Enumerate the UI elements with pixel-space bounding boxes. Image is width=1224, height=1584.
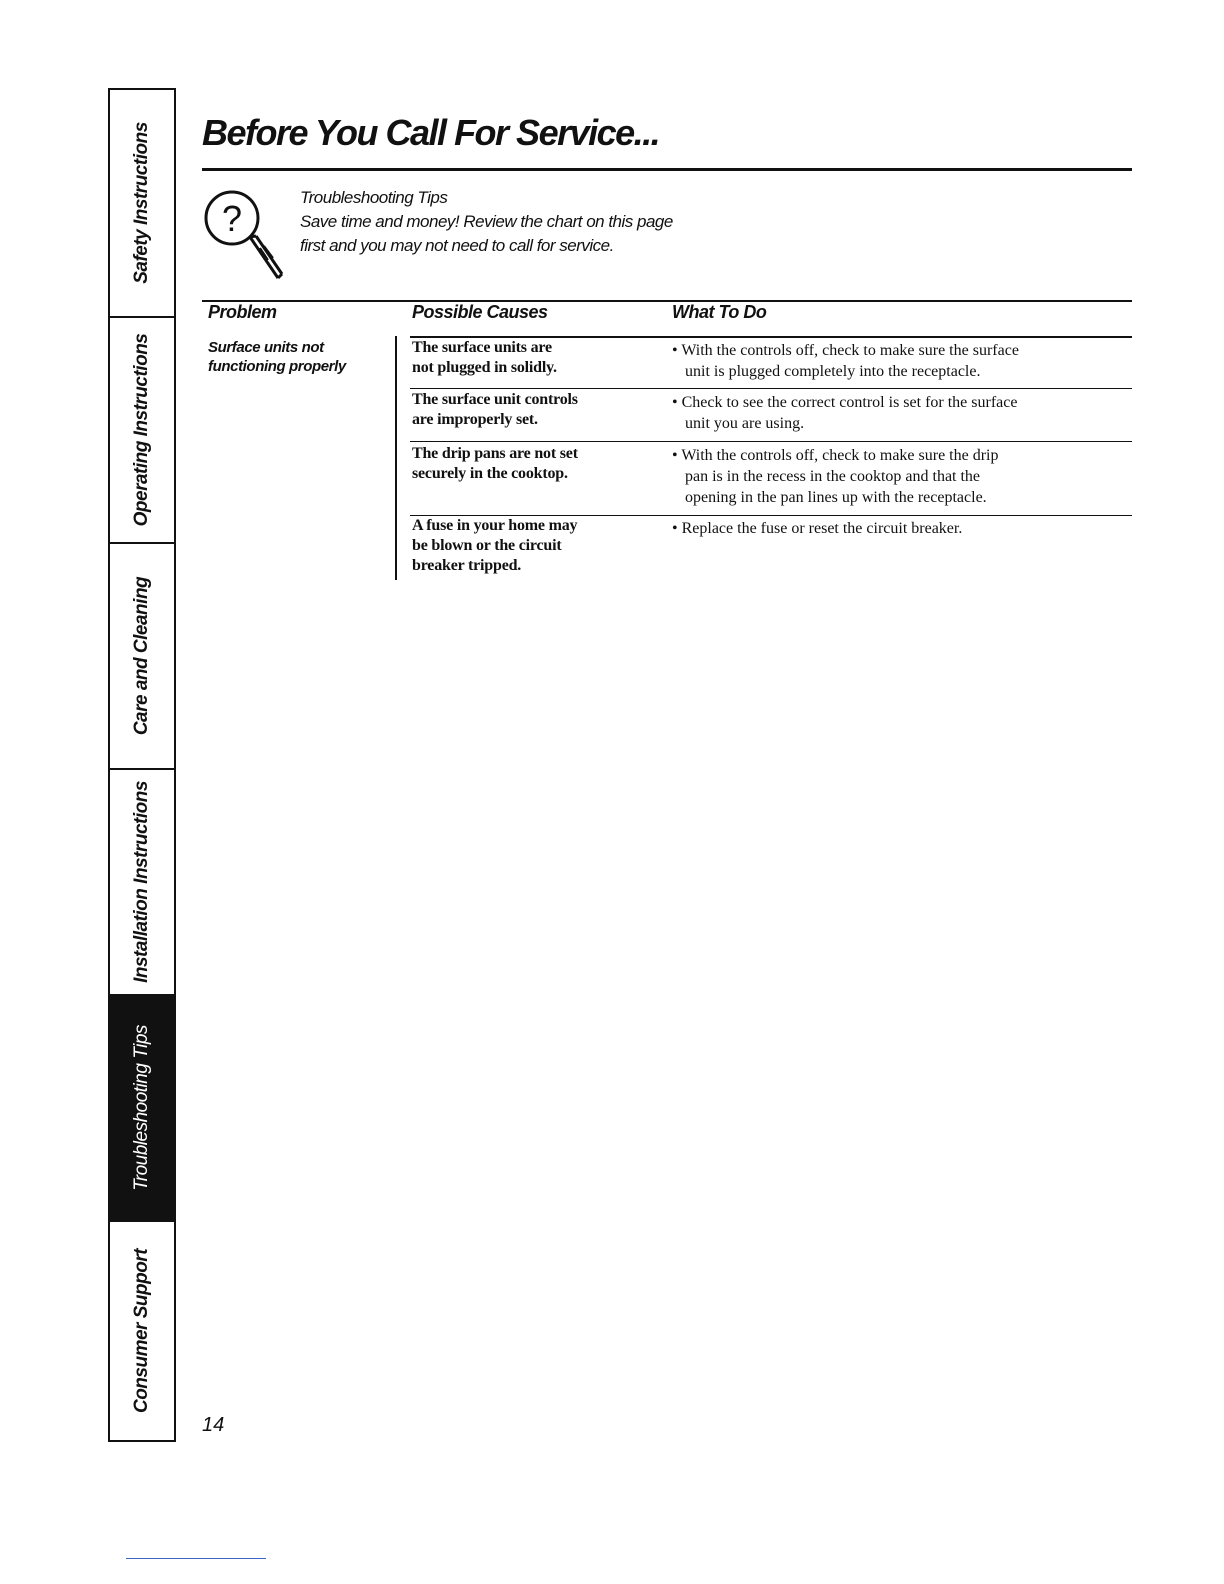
cause-cell [412, 338, 662, 378]
column-header-problem: Problem [208, 302, 277, 322]
cause-line: not plugged in solidly. [412, 359, 557, 376]
problem-line: functioning properly [208, 358, 346, 375]
title-divider [202, 168, 1132, 171]
troubleshooting-intro [300, 186, 673, 258]
cause-line: securely in the cooktop. [412, 465, 568, 482]
action-cell [672, 445, 1127, 508]
tips-heading: Troubleshooting Tips [300, 188, 448, 207]
cause-line: The drip pans are not set [412, 445, 578, 462]
cause-line: The surface units are [412, 339, 552, 356]
action-line: unit is plugged completely into the receptacle. [685, 363, 981, 380]
cause-cell [412, 390, 662, 430]
page-number: 14 [202, 1414, 225, 1436]
cause-line: The surface unit controls [412, 391, 578, 408]
action-line: pan is in the recess in the cooktop and that the [685, 468, 981, 485]
tab-label: Troubleshooting Tips [131, 1025, 152, 1191]
action-line: unit you are using. [685, 415, 805, 432]
cause-cell [412, 444, 662, 484]
action-line: opening in the pan lines up with the receptacle. [685, 489, 987, 506]
tab-care-and-cleaning[interactable] [110, 544, 174, 770]
tab-label: Operating Instructions [131, 333, 152, 527]
column-header-possible-causes: Possible Causes [412, 302, 548, 322]
tips-line: Save time and money! Review the chart on this page [300, 212, 673, 231]
cause-line: A fuse in your home may [412, 517, 578, 534]
tips-line: first and you may not need to call for service. [300, 236, 614, 255]
tab-consumer-support[interactable] [110, 1222, 174, 1440]
cause-line: are improperly set. [412, 411, 538, 428]
tab-label: Installation Instructions [131, 781, 152, 983]
cause-cell [412, 516, 662, 576]
page-title: Before You Call For Service... [202, 112, 660, 153]
footer-rule [126, 1558, 266, 1559]
table-top-divider [202, 300, 1132, 302]
section-tab-strip [108, 88, 176, 1442]
tab-label: Safety Instructions [131, 122, 152, 284]
row-divider [410, 388, 1132, 389]
column-header-what-to-do: What To Do [672, 302, 767, 322]
action-line: • Replace the fuse or reset the circuit breaker. [672, 520, 963, 537]
action-line: • With the controls off, check to make sure the drip [672, 447, 999, 464]
tab-safety-instructions[interactable] [110, 90, 174, 318]
action-line: • Check to see the correct control is set for the surface [672, 394, 1018, 411]
svg-text:?: ? [221, 198, 243, 239]
action-cell [672, 392, 1127, 434]
question-magnifier-icon [198, 190, 288, 286]
tab-label: Consumer Support [131, 1248, 152, 1414]
tab-troubleshooting-tips[interactable] [110, 996, 174, 1222]
tab-label: Care and Cleaning [131, 576, 152, 736]
problem-line: Surface units not [208, 339, 324, 356]
problem-cell [208, 338, 346, 376]
tab-operating-instructions[interactable] [110, 318, 174, 544]
action-line: • With the controls off, check to make sure the surface [672, 342, 1019, 359]
tab-installation-instructions[interactable] [110, 770, 174, 996]
action-cell [672, 340, 1127, 382]
cause-line: breaker tripped. [412, 557, 522, 574]
row-divider [410, 441, 1132, 442]
cause-line: be blown or the circuit [412, 537, 562, 554]
column-divider [395, 336, 397, 580]
action-cell [672, 518, 1127, 539]
